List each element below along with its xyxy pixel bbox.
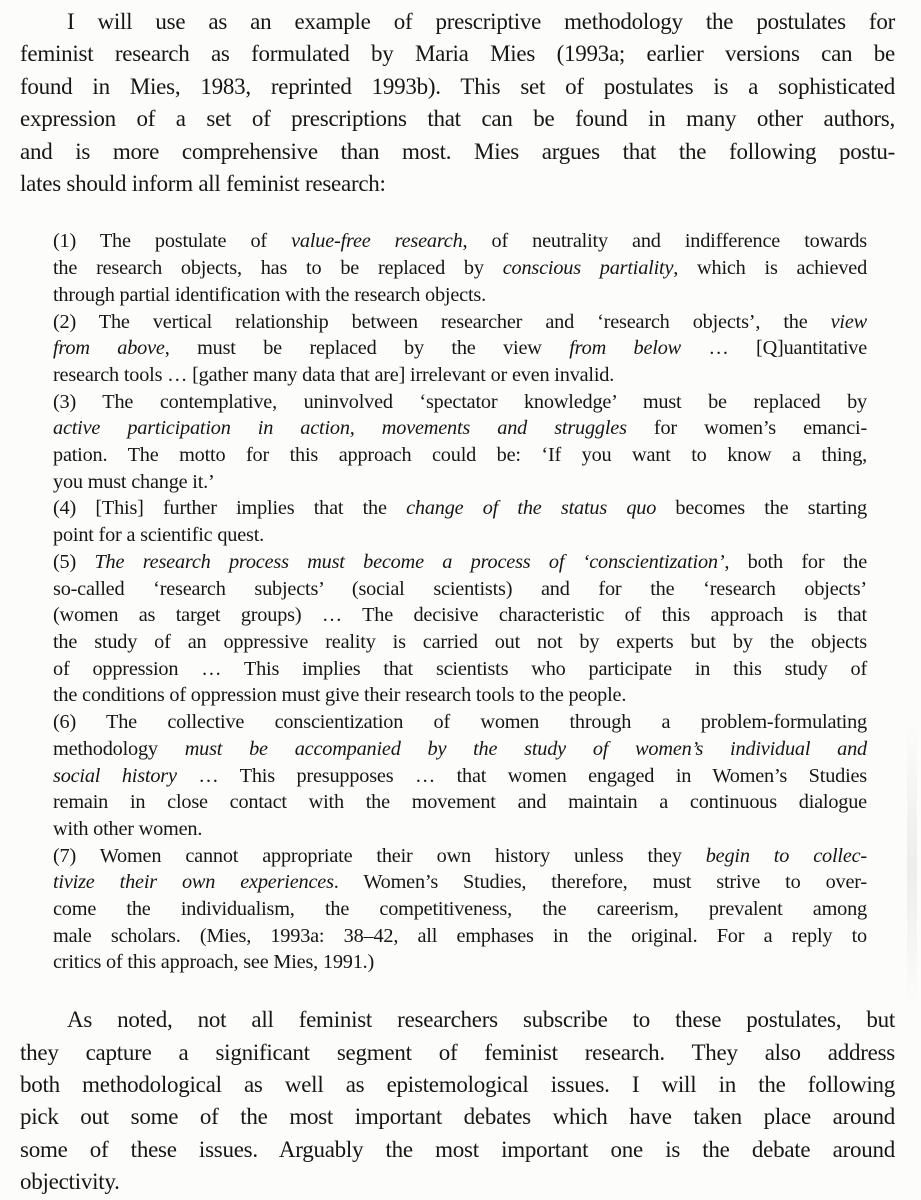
- postulate-3: [53, 389, 867, 496]
- text-line: feminist research as formulated by Maria Mies (1993a; earlier versions can be: [20, 41, 895, 67]
- postulate-7: [53, 843, 867, 977]
- text-line: the research objects, has to be replaced by conscious partiality, which is achieved: [53, 257, 868, 280]
- text-line: they capture a significant segment of feminist research. They also address: [20, 1039, 895, 1065]
- postulate-5: [53, 549, 867, 709]
- text-line: remain in close contact with the movement and maintain a continuous dialogue: [53, 791, 867, 814]
- text-line: (5) The research process must become a process of ‘conscientization’, both for the: [53, 550, 867, 573]
- postulate-2: [53, 309, 867, 389]
- page-content: [0, 6, 921, 1199]
- text-line: methodology must be accompanied by the study of women’s individual and: [53, 737, 867, 760]
- text-line: (3) The contemplative, uninvolved ‘spectator knowledge’ must be replaced by: [53, 390, 867, 413]
- text-line: found in Mies, 1983, reprinted 1993b). This set of postulates is a sophisticated: [20, 73, 895, 99]
- text-line: you must change it.’: [53, 470, 215, 493]
- text-line: expression of a set of prescriptions that can be found in many other authors,: [20, 106, 895, 132]
- text-line: (1) The postulate of value-free research, of neutrality and indifference towards: [53, 230, 868, 253]
- text-line: (women as target groups) … The decisive characteristic of this approach is that: [53, 604, 867, 627]
- text-line: with other women.: [53, 817, 203, 840]
- postulate-1: [53, 228, 867, 308]
- text-line: research tools … [gather many data that are] irrelevant or even invalid.: [53, 363, 615, 386]
- text-line: through partial identification with the research objects.: [53, 283, 486, 306]
- text-line: social history … This presupposes … that women engaged in Women’s Studies: [53, 764, 867, 787]
- text-line: pick out some of the most important debates which have taken place around: [20, 1104, 895, 1130]
- text-line: objectivity.: [20, 1169, 120, 1195]
- text-line: pation. The motto for this approach could be: ‘If you want to know a thing,: [53, 444, 867, 467]
- text-line: lates should inform all feminist research:: [20, 171, 386, 197]
- text-line: the study of an oppressive reality is carried out not by experts but by the objects: [53, 630, 867, 653]
- text-line: tivize their own experiences. Women’s Studies, therefore, must strive to over-: [53, 871, 867, 894]
- text-line: the conditions of oppression must give their research tools to the people.: [53, 684, 627, 707]
- postulate-4: [53, 495, 867, 548]
- text-line: point for a scientific quest.: [53, 524, 265, 547]
- text-line: both methodological as well as epistemological issues. I will in the following: [20, 1071, 895, 1097]
- postulate-6: [53, 709, 867, 843]
- text-line: male scholars. (Mies, 1993a: 38–42, all emphases in the original. For a reply to: [53, 924, 867, 947]
- text-line: of oppression … This implies that scientists who participate in this study of: [53, 657, 867, 680]
- text-line: (4) [This] further implies that the change of the status quo becomes the starting: [53, 497, 867, 520]
- closing-paragraph: [20, 1004, 895, 1198]
- text-line: critics of this approach, see Mies, 1991.): [53, 951, 375, 974]
- text-line: come the individualism, the competitiveness, the careerism, prevalent among: [53, 898, 867, 921]
- text-line: As noted, not all feminist researchers subscribe to these postulates, but: [67, 1007, 895, 1033]
- text-line: so-called ‘research subjects’ (social scientists) and for the ‘research objects’: [53, 577, 867, 600]
- text-line: some of these issues. Arguably the most important one is the debate around: [20, 1136, 895, 1162]
- opening-paragraph: [20, 6, 895, 200]
- text-line: from above, must be replaced by the view from below … [Q]uantitative: [53, 337, 868, 360]
- text-line: and is more comprehensive than most. Mies argues that the following postu-: [20, 138, 895, 164]
- text-line: (7) Women cannot appropriate their own history unless they begin to collec-: [53, 844, 867, 867]
- text-line: I will use as an example of prescriptive methodology the postulates for: [67, 9, 895, 34]
- text-line: (2) The vertical relationship between researcher and ‘research objects’, the view: [53, 310, 867, 333]
- text-line: active participation in action, movements and struggles for women’s emanci-: [53, 417, 867, 440]
- text-line: (6) The collective conscientization of women through a problem-formulating: [53, 711, 867, 734]
- block-quote: [53, 228, 867, 976]
